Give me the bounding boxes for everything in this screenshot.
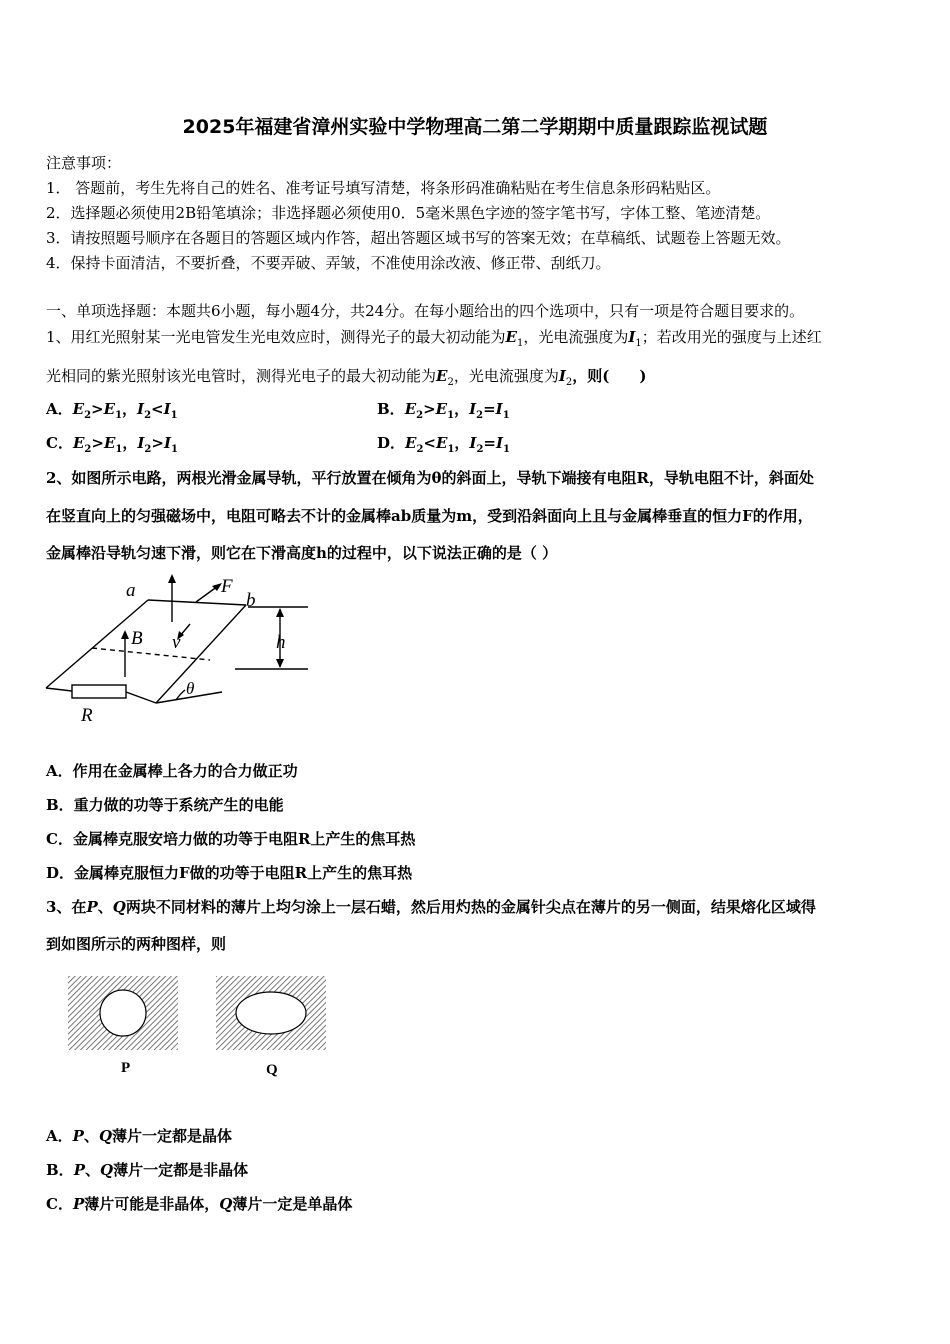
q3-option-a[interactable]: A．P、Q薄片一定都是晶体 [46,1127,233,1145]
q1-option-c[interactable]: C．$E_2>E_1$，$I_2>I_1$ [46,434,178,455]
q1-option-d[interactable]: D．$E_2<E_1$，$I_2=I_1$ [377,434,510,455]
q2-option-c[interactable]: C．金属棒克服安培力做的功等于电阻R上产生的焦耳热 [46,830,416,848]
q2-option-b[interactable]: B．重力做的功等于系统产生的电能 [46,796,284,814]
q1-line2: 光相同的紫光照射该光电管时，测得光电子的最大初动能为$E_2$，光电流强度为$I_2$，则( ) [46,367,647,388]
melt-circle-p [100,990,146,1036]
fig-label-B: B [131,628,143,649]
fig-label-a: a [126,580,136,601]
q3-option-b[interactable]: B．P、Q薄片一定都是非晶体 [46,1161,249,1179]
q3-line1: 3、在P、Q两块不同材料的薄片上均匀涂上一层石蜡，然后用灼热的金属针尖点在薄片的另一侧面，结果熔化区域得 [46,898,816,916]
q1-line1: 1、用红光照射某一光电管发生光电效应时，测得光子的最大初动能为$E_1$，光电流强度为$I_1$；若改用光的强度与上述红 [46,328,822,349]
q1-option-b[interactable]: B．$E_2>E_1$，$I_2=I_1$ [377,400,510,421]
q2-incline-figure [40,572,320,727]
q3-option-c[interactable]: C．P薄片可能是非晶体，Q薄片一定是单晶体 [46,1195,353,1213]
fig-label-b: b [246,590,256,611]
notice-heading: 注意事项： [46,154,122,172]
section-heading: 一、单项选择题：本题共6小题，每小题4分，共24分。在每小题给出的四个选项中，只有一项是符合题目要求的。 [46,302,805,320]
melt-ellipse-q [236,992,306,1034]
fig-label-R: R [81,705,93,726]
q3-line2: 到如图所示的两种图样，则 [46,935,227,953]
page-title: 2025年福建省漳州实验中学物理高二第二学期期中质量跟踪监视试题 [182,116,768,138]
fig-label-v: v [172,632,181,653]
fig-label-p: P [121,1060,131,1076]
q1-option-a[interactable]: A．$E_2>E_1$，$I_2<I_1$ [46,400,178,421]
q2-line2: 在竖直向上的匀强磁场中，电阻可略去不计的金属棒ab质量为m，受到沿斜面向上且与金属棒垂直的恒力F的作用， [46,507,813,525]
q2-line1: 2、如图所示电路，两根光滑金属导轨，平行放置在倾角为θ的斜面上，导轨下端接有电阻R，导轨电阻不计，斜面处 [46,469,814,487]
q2-option-d[interactable]: D．金属棒克服恒力F做的功等于电阻R上产生的焦耳热 [46,864,413,882]
notice-item-2: 2．选择题必须使用2B铅笔填涂；非选择题必须使用0．5毫米黑色字迹的签字笔书写，字体工整、笔迹清楚。 [46,204,771,222]
q2-line3: 金属棒沿导轨匀速下滑，则它在下滑高度h的过程中，以下说法正确的是（ ） [46,544,558,562]
fig-label-F: F [221,576,233,597]
notice-item-1: 1． 答题前，考生先将自己的姓名、准考证号填写清楚，将条形码准确粘贴在考生信息条形码粘贴区。 [46,179,721,197]
fig-label-h: h [276,632,286,653]
fig-label-theta: θ [186,679,195,698]
notice-item-3: 3．请按照题号顺序在各题目的答题区域内作答，超出答题区域书写的答案无效；在草稿纸、试题卷上答题无效。 [46,229,791,247]
q2-option-a[interactable]: A．作用在金属棒上各力的合力做正功 [46,762,298,780]
q3-wax-figure [60,968,340,1083]
notice-item-4: 4．保持卡面清洁，不要折叠，不要弄破、弄皱，不准使用涂改液、修正带、刮纸刀。 [46,254,611,272]
fig-label-q: Q [266,1062,278,1078]
